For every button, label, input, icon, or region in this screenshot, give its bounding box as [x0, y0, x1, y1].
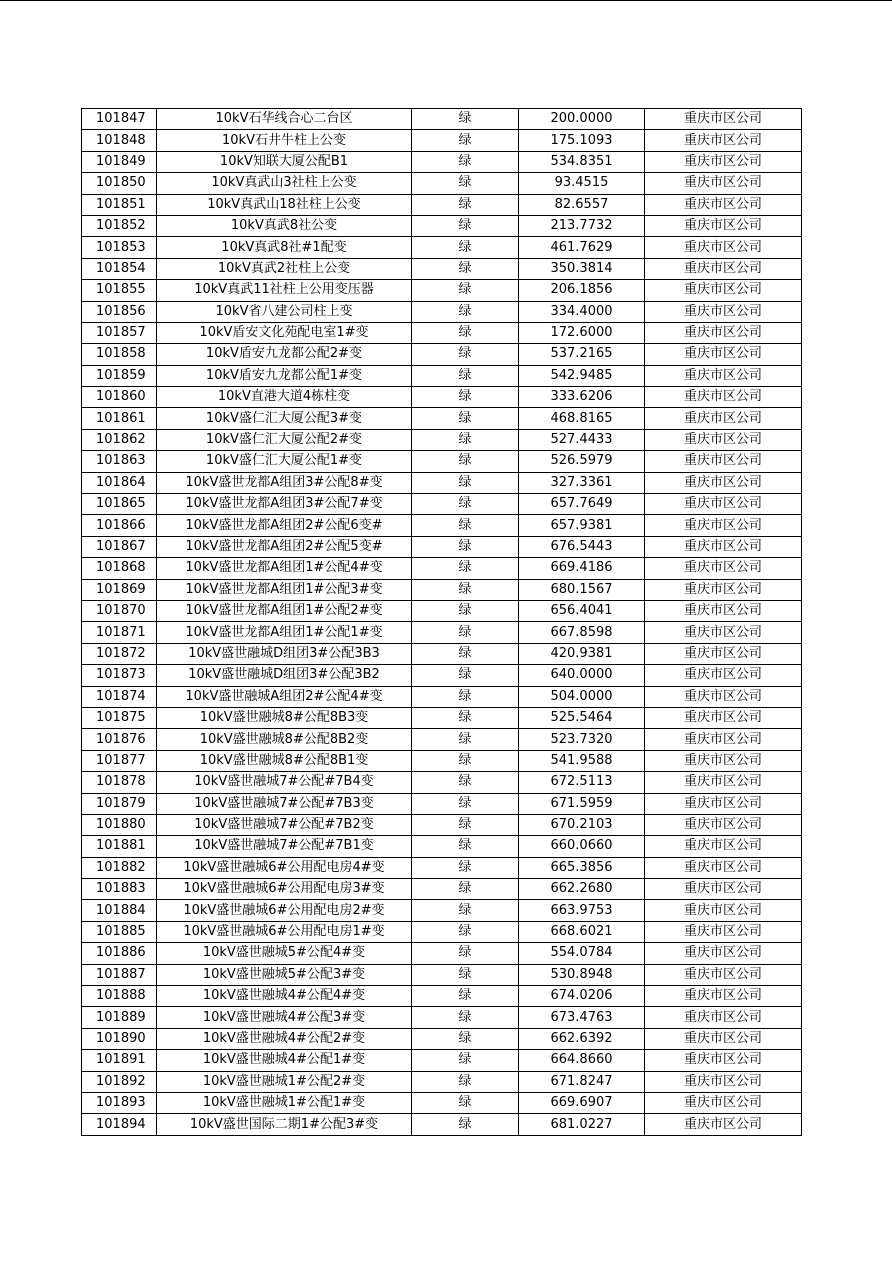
- table-row: [82, 921, 802, 942]
- transformer-name-cell: 10kV石华线合心二台区: [157, 109, 412, 130]
- transformer-name-cell: 10kV盛世融城8#公配8B3变: [157, 707, 412, 728]
- company-cell: 重庆市区公司: [645, 836, 802, 857]
- company-cell: 重庆市区公司: [645, 322, 802, 343]
- company-cell: 重庆市区公司: [645, 280, 802, 301]
- transformer-name-cell: 10kV盛世融城8#公配8B1变: [157, 750, 412, 771]
- table-row: [82, 408, 802, 429]
- table-row: [82, 387, 802, 408]
- row-id-cell: 101886: [82, 943, 157, 964]
- status-cell: 绿: [412, 921, 519, 942]
- table-row: [82, 1114, 802, 1135]
- status-cell: 绿: [412, 536, 519, 557]
- row-id-cell: 101858: [82, 344, 157, 365]
- company-cell: 重庆市区公司: [645, 1114, 802, 1135]
- status-cell: 绿: [412, 515, 519, 536]
- company-cell: 重庆市区公司: [645, 408, 802, 429]
- value-cell: 530.8948: [519, 964, 645, 985]
- row-id-cell: 101853: [82, 237, 157, 258]
- status-cell: 绿: [412, 1028, 519, 1049]
- row-id-cell: 101871: [82, 622, 157, 643]
- value-cell: 526.5979: [519, 451, 645, 472]
- transformer-name-cell: 10kV盛世融城7#公配#7B4变: [157, 772, 412, 793]
- value-cell: 82.6557: [519, 194, 645, 215]
- status-cell: 绿: [412, 280, 519, 301]
- company-cell: 重庆市区公司: [645, 857, 802, 878]
- transformer-name-cell: 10kV盛世融城4#公配1#变: [157, 1050, 412, 1071]
- row-id-cell: 101857: [82, 322, 157, 343]
- row-id-cell: 101868: [82, 558, 157, 579]
- value-cell: 461.7629: [519, 237, 645, 258]
- status-cell: 绿: [412, 301, 519, 322]
- value-cell: 640.0000: [519, 665, 645, 686]
- company-cell: 重庆市区公司: [645, 622, 802, 643]
- status-cell: 绿: [412, 322, 519, 343]
- status-cell: 绿: [412, 579, 519, 600]
- status-cell: 绿: [412, 344, 519, 365]
- value-cell: 200.0000: [519, 109, 645, 130]
- row-id-cell: 101873: [82, 665, 157, 686]
- transformer-name-cell: 10kV盛世龙都A组团2#公配6变#: [157, 515, 412, 536]
- transformer-name-cell: 10kV直港大道4栋柱变: [157, 387, 412, 408]
- row-id-cell: 101891: [82, 1050, 157, 1071]
- status-cell: 绿: [412, 943, 519, 964]
- transformer-name-cell: 10kV盛世龙都A组团1#公配1#变: [157, 622, 412, 643]
- status-cell: 绿: [412, 151, 519, 172]
- table-row: [82, 879, 802, 900]
- row-id-cell: 101878: [82, 772, 157, 793]
- row-id-cell: 101869: [82, 579, 157, 600]
- table-row: [82, 365, 802, 386]
- table-row: [82, 130, 802, 151]
- row-id-cell: 101885: [82, 921, 157, 942]
- company-cell: 重庆市区公司: [645, 707, 802, 728]
- table-row: [82, 215, 802, 236]
- status-cell: 绿: [412, 258, 519, 279]
- value-cell: 660.0660: [519, 836, 645, 857]
- company-cell: 重庆市区公司: [645, 301, 802, 322]
- company-cell: 重庆市区公司: [645, 1050, 802, 1071]
- table-row: [82, 1092, 802, 1113]
- company-cell: 重庆市区公司: [645, 109, 802, 130]
- value-cell: 172.6000: [519, 322, 645, 343]
- status-cell: 绿: [412, 857, 519, 878]
- status-cell: 绿: [412, 836, 519, 857]
- value-cell: 670.2103: [519, 814, 645, 835]
- row-id-cell: 101889: [82, 1007, 157, 1028]
- table-row: [82, 280, 802, 301]
- table-row: [82, 237, 802, 258]
- company-cell: 重庆市区公司: [645, 964, 802, 985]
- company-cell: 重庆市区公司: [645, 600, 802, 621]
- status-cell: 绿: [412, 750, 519, 771]
- company-cell: 重庆市区公司: [645, 515, 802, 536]
- value-cell: 333.6206: [519, 387, 645, 408]
- company-cell: 重庆市区公司: [645, 151, 802, 172]
- company-cell: 重庆市区公司: [645, 429, 802, 450]
- transformer-name-cell: 10kV真武2社柱上公变: [157, 258, 412, 279]
- value-cell: 554.0784: [519, 943, 645, 964]
- status-cell: 绿: [412, 879, 519, 900]
- table-row: [82, 472, 802, 493]
- page-top-rule: [0, 0, 892, 1]
- transformer-name-cell: 10kV盛世融城A组团2#公配4#变: [157, 686, 412, 707]
- row-id-cell: 101855: [82, 280, 157, 301]
- company-cell: 重庆市区公司: [645, 921, 802, 942]
- table-row: [82, 579, 802, 600]
- value-cell: 534.8351: [519, 151, 645, 172]
- value-cell: 350.3814: [519, 258, 645, 279]
- transformer-name-cell: 10kV盛世融城7#公配#7B1变: [157, 836, 412, 857]
- table-row: [82, 900, 802, 921]
- transformer-name-cell: 10kV盛世融城1#公配2#变: [157, 1071, 412, 1092]
- value-cell: 657.7649: [519, 494, 645, 515]
- table-row: [82, 772, 802, 793]
- table-row: [82, 1071, 802, 1092]
- row-id-cell: 101881: [82, 836, 157, 857]
- transformer-name-cell: 10kV真武11社柱上公用变压器: [157, 280, 412, 301]
- row-id-cell: 101848: [82, 130, 157, 151]
- table-row: [82, 558, 802, 579]
- status-cell: 绿: [412, 686, 519, 707]
- company-cell: 重庆市区公司: [645, 772, 802, 793]
- company-cell: 重庆市区公司: [645, 237, 802, 258]
- transformer-name-cell: 10kV盛世融城6#公用配电房4#变: [157, 857, 412, 878]
- transformer-name-cell: 10kV真武山3社柱上公变: [157, 173, 412, 194]
- transformer-name-cell: 10kV盾安文化苑配电室1#变: [157, 322, 412, 343]
- transformer-name-cell: 10kV盛世融城5#公配4#变: [157, 943, 412, 964]
- status-cell: 绿: [412, 429, 519, 450]
- value-cell: 663.9753: [519, 900, 645, 921]
- status-cell: 绿: [412, 408, 519, 429]
- transformer-name-cell: 10kV盛世融城6#公用配电房2#变: [157, 900, 412, 921]
- table-row: [82, 729, 802, 750]
- table-body: [82, 109, 802, 1136]
- row-id-cell: 101876: [82, 729, 157, 750]
- status-cell: 绿: [412, 793, 519, 814]
- value-cell: 420.9381: [519, 643, 645, 664]
- status-cell: 绿: [412, 1114, 519, 1135]
- company-cell: 重庆市区公司: [645, 1092, 802, 1113]
- status-cell: 绿: [412, 365, 519, 386]
- row-id-cell: 101861: [82, 408, 157, 429]
- company-cell: 重庆市区公司: [645, 793, 802, 814]
- value-cell: 664.8660: [519, 1050, 645, 1071]
- row-id-cell: 101849: [82, 151, 157, 172]
- transformer-name-cell: 10kV知联大厦公配B1: [157, 151, 412, 172]
- company-cell: 重庆市区公司: [645, 194, 802, 215]
- row-id-cell: 101856: [82, 301, 157, 322]
- status-cell: 绿: [412, 1007, 519, 1028]
- table-row: [82, 814, 802, 835]
- company-cell: 重庆市区公司: [645, 130, 802, 151]
- status-cell: 绿: [412, 558, 519, 579]
- transformer-name-cell: 10kV盛世国际二期1#公配3#变: [157, 1114, 412, 1135]
- company-cell: 重庆市区公司: [645, 258, 802, 279]
- transformer-name-cell: 10kV石井牛柱上公变: [157, 130, 412, 151]
- company-cell: 重庆市区公司: [645, 643, 802, 664]
- value-cell: 673.4763: [519, 1007, 645, 1028]
- status-cell: 绿: [412, 472, 519, 493]
- status-cell: 绿: [412, 986, 519, 1007]
- company-cell: 重庆市区公司: [645, 387, 802, 408]
- transformer-name-cell: 10kV盛世龙都A组团1#公配2#变: [157, 600, 412, 621]
- table-row: [82, 344, 802, 365]
- transformer-name-cell: 10kV盛世融城D组团3#公配3B2: [157, 665, 412, 686]
- status-cell: 绿: [412, 665, 519, 686]
- company-cell: 重庆市区公司: [645, 665, 802, 686]
- status-cell: 绿: [412, 729, 519, 750]
- transformer-name-cell: 10kV盛世融城1#公配1#变: [157, 1092, 412, 1113]
- value-cell: 671.8247: [519, 1071, 645, 1092]
- row-id-cell: 101852: [82, 215, 157, 236]
- value-cell: 657.9381: [519, 515, 645, 536]
- table-row: [82, 429, 802, 450]
- row-id-cell: 101890: [82, 1028, 157, 1049]
- row-id-cell: 101864: [82, 472, 157, 493]
- table-row: [82, 943, 802, 964]
- transformer-name-cell: 10kV盛世融城D组团3#公配3B3: [157, 643, 412, 664]
- row-id-cell: 101862: [82, 429, 157, 450]
- value-cell: 662.6392: [519, 1028, 645, 1049]
- transformer-name-cell: 10kV盛仁汇大厦公配1#变: [157, 451, 412, 472]
- value-cell: 672.5113: [519, 772, 645, 793]
- row-id-cell: 101867: [82, 536, 157, 557]
- status-cell: 绿: [412, 707, 519, 728]
- value-cell: 669.6907: [519, 1092, 645, 1113]
- table-row: [82, 109, 802, 130]
- table-row: [82, 686, 802, 707]
- transformer-name-cell: 10kV盾安九龙都公配2#变: [157, 344, 412, 365]
- value-cell: 523.7320: [519, 729, 645, 750]
- row-id-cell: 101888: [82, 986, 157, 1007]
- status-cell: 绿: [412, 494, 519, 515]
- status-cell: 绿: [412, 215, 519, 236]
- row-id-cell: 101883: [82, 879, 157, 900]
- company-cell: 重庆市区公司: [645, 451, 802, 472]
- company-cell: 重庆市区公司: [645, 494, 802, 515]
- transformer-name-cell: 10kV盾安九龙都公配1#变: [157, 365, 412, 386]
- status-cell: 绿: [412, 173, 519, 194]
- row-id-cell: 101879: [82, 793, 157, 814]
- company-cell: 重庆市区公司: [645, 344, 802, 365]
- status-cell: 绿: [412, 643, 519, 664]
- row-id-cell: 101850: [82, 173, 157, 194]
- company-cell: 重庆市区公司: [645, 472, 802, 493]
- row-id-cell: 101866: [82, 515, 157, 536]
- transformer-name-cell: 10kV盛世融城6#公用配电房1#变: [157, 921, 412, 942]
- value-cell: 541.9588: [519, 750, 645, 771]
- table-row: [82, 1050, 802, 1071]
- row-id-cell: 101893: [82, 1092, 157, 1113]
- value-cell: 542.9485: [519, 365, 645, 386]
- value-cell: 206.1856: [519, 280, 645, 301]
- value-cell: 93.4515: [519, 173, 645, 194]
- company-cell: 重庆市区公司: [645, 814, 802, 835]
- value-cell: 662.2680: [519, 879, 645, 900]
- table-row: [82, 258, 802, 279]
- row-id-cell: 101875: [82, 707, 157, 728]
- company-cell: 重庆市区公司: [645, 536, 802, 557]
- row-id-cell: 101851: [82, 194, 157, 215]
- value-cell: 213.7732: [519, 215, 645, 236]
- transformer-name-cell: 10kV盛世龙都A组团3#公配8#变: [157, 472, 412, 493]
- table-row: [82, 494, 802, 515]
- transformer-name-cell: 10kV盛世龙都A组团1#公配4#变: [157, 558, 412, 579]
- status-cell: 绿: [412, 622, 519, 643]
- company-cell: 重庆市区公司: [645, 729, 802, 750]
- row-id-cell: 101877: [82, 750, 157, 771]
- status-cell: 绿: [412, 130, 519, 151]
- company-cell: 重庆市区公司: [645, 173, 802, 194]
- table-row: [82, 173, 802, 194]
- status-cell: 绿: [412, 109, 519, 130]
- transformer-name-cell: 10kV盛仁汇大厦公配2#变: [157, 429, 412, 450]
- row-id-cell: 101884: [82, 900, 157, 921]
- transformer-name-cell: 10kV盛世融城5#公配3#变: [157, 964, 412, 985]
- status-cell: 绿: [412, 900, 519, 921]
- status-cell: 绿: [412, 814, 519, 835]
- company-cell: 重庆市区公司: [645, 986, 802, 1007]
- row-id-cell: 101870: [82, 600, 157, 621]
- row-id-cell: 101854: [82, 258, 157, 279]
- company-cell: 重庆市区公司: [645, 215, 802, 236]
- row-id-cell: 101894: [82, 1114, 157, 1135]
- value-cell: 656.4041: [519, 600, 645, 621]
- value-cell: 668.6021: [519, 921, 645, 942]
- table-row: [82, 750, 802, 771]
- table-row: [82, 857, 802, 878]
- value-cell: 667.8598: [519, 622, 645, 643]
- table-row: [82, 1028, 802, 1049]
- value-cell: 671.5959: [519, 793, 645, 814]
- status-cell: 绿: [412, 237, 519, 258]
- status-cell: 绿: [412, 1092, 519, 1113]
- value-cell: 680.1567: [519, 579, 645, 600]
- company-cell: 重庆市区公司: [645, 1071, 802, 1092]
- company-cell: 重庆市区公司: [645, 900, 802, 921]
- value-cell: 665.3856: [519, 857, 645, 878]
- table-row: [82, 194, 802, 215]
- value-cell: 674.0206: [519, 986, 645, 1007]
- row-id-cell: 101863: [82, 451, 157, 472]
- status-cell: 绿: [412, 387, 519, 408]
- transformer-name-cell: 10kV真武8社公变: [157, 215, 412, 236]
- transformer-name-cell: 10kV盛仁汇大厦公配3#变: [157, 408, 412, 429]
- row-id-cell: 101872: [82, 643, 157, 664]
- company-cell: 重庆市区公司: [645, 1007, 802, 1028]
- table-row: [82, 643, 802, 664]
- status-cell: 绿: [412, 964, 519, 985]
- table-row: [82, 793, 802, 814]
- company-cell: 重庆市区公司: [645, 943, 802, 964]
- table-row: [82, 986, 802, 1007]
- company-cell: 重庆市区公司: [645, 879, 802, 900]
- table-row: [82, 301, 802, 322]
- value-cell: 537.2165: [519, 344, 645, 365]
- company-cell: 重庆市区公司: [645, 558, 802, 579]
- row-id-cell: 101887: [82, 964, 157, 985]
- table-row: [82, 836, 802, 857]
- row-id-cell: 101859: [82, 365, 157, 386]
- row-id-cell: 101882: [82, 857, 157, 878]
- transformer-name-cell: 10kV盛世龙都A组团1#公配3#变: [157, 579, 412, 600]
- value-cell: 525.5464: [519, 707, 645, 728]
- transformer-name-cell: 10kV盛世融城4#公配4#变: [157, 986, 412, 1007]
- status-cell: 绿: [412, 194, 519, 215]
- transformer-name-cell: 10kV盛世融城7#公配#7B2变: [157, 814, 412, 835]
- value-cell: 676.5443: [519, 536, 645, 557]
- row-id-cell: 101847: [82, 109, 157, 130]
- value-cell: 327.3361: [519, 472, 645, 493]
- table-row: [82, 964, 802, 985]
- data-table: [81, 108, 802, 1136]
- value-cell: 175.1093: [519, 130, 645, 151]
- row-id-cell: 101865: [82, 494, 157, 515]
- transformer-name-cell: 10kV盛世龙都A组团3#公配7#变: [157, 494, 412, 515]
- status-cell: 绿: [412, 1071, 519, 1092]
- status-cell: 绿: [412, 600, 519, 621]
- transformer-name-cell: 10kV盛世融城6#公用配电房3#变: [157, 879, 412, 900]
- transformer-name-cell: 10kV盛世龙都A组团2#公配5变#: [157, 536, 412, 557]
- transformer-name-cell: 10kV盛世融城4#公配3#变: [157, 1007, 412, 1028]
- company-cell: 重庆市区公司: [645, 686, 802, 707]
- company-cell: 重庆市区公司: [645, 365, 802, 386]
- value-cell: 334.4000: [519, 301, 645, 322]
- value-cell: 527.4433: [519, 429, 645, 450]
- table-row: [82, 536, 802, 557]
- row-id-cell: 101874: [82, 686, 157, 707]
- company-cell: 重庆市区公司: [645, 750, 802, 771]
- transformer-name-cell: 10kV盛世融城4#公配2#变: [157, 1028, 412, 1049]
- status-cell: 绿: [412, 451, 519, 472]
- company-cell: 重庆市区公司: [645, 579, 802, 600]
- status-cell: 绿: [412, 1050, 519, 1071]
- transformer-name-cell: 10kV省八建公司柱上变: [157, 301, 412, 322]
- row-id-cell: 101880: [82, 814, 157, 835]
- value-cell: 504.0000: [519, 686, 645, 707]
- transformer-name-cell: 10kV真武山18社柱上公变: [157, 194, 412, 215]
- value-cell: 669.4186: [519, 558, 645, 579]
- transformer-name-cell: 10kV真武8社#1配变: [157, 237, 412, 258]
- status-cell: 绿: [412, 772, 519, 793]
- row-id-cell: 101860: [82, 387, 157, 408]
- table-row: [82, 1007, 802, 1028]
- table-row: [82, 151, 802, 172]
- table-row: [82, 515, 802, 536]
- table-row: [82, 322, 802, 343]
- table-row: [82, 665, 802, 686]
- row-id-cell: 101892: [82, 1071, 157, 1092]
- transformer-name-cell: 10kV盛世融城8#公配8B2变: [157, 729, 412, 750]
- transformer-name-cell: 10kV盛世融城7#公配#7B3变: [157, 793, 412, 814]
- table-row: [82, 622, 802, 643]
- table-row: [82, 451, 802, 472]
- company-cell: 重庆市区公司: [645, 1028, 802, 1049]
- value-cell: 681.0227: [519, 1114, 645, 1135]
- value-cell: 468.8165: [519, 408, 645, 429]
- table-row: [82, 707, 802, 728]
- table-row: [82, 600, 802, 621]
